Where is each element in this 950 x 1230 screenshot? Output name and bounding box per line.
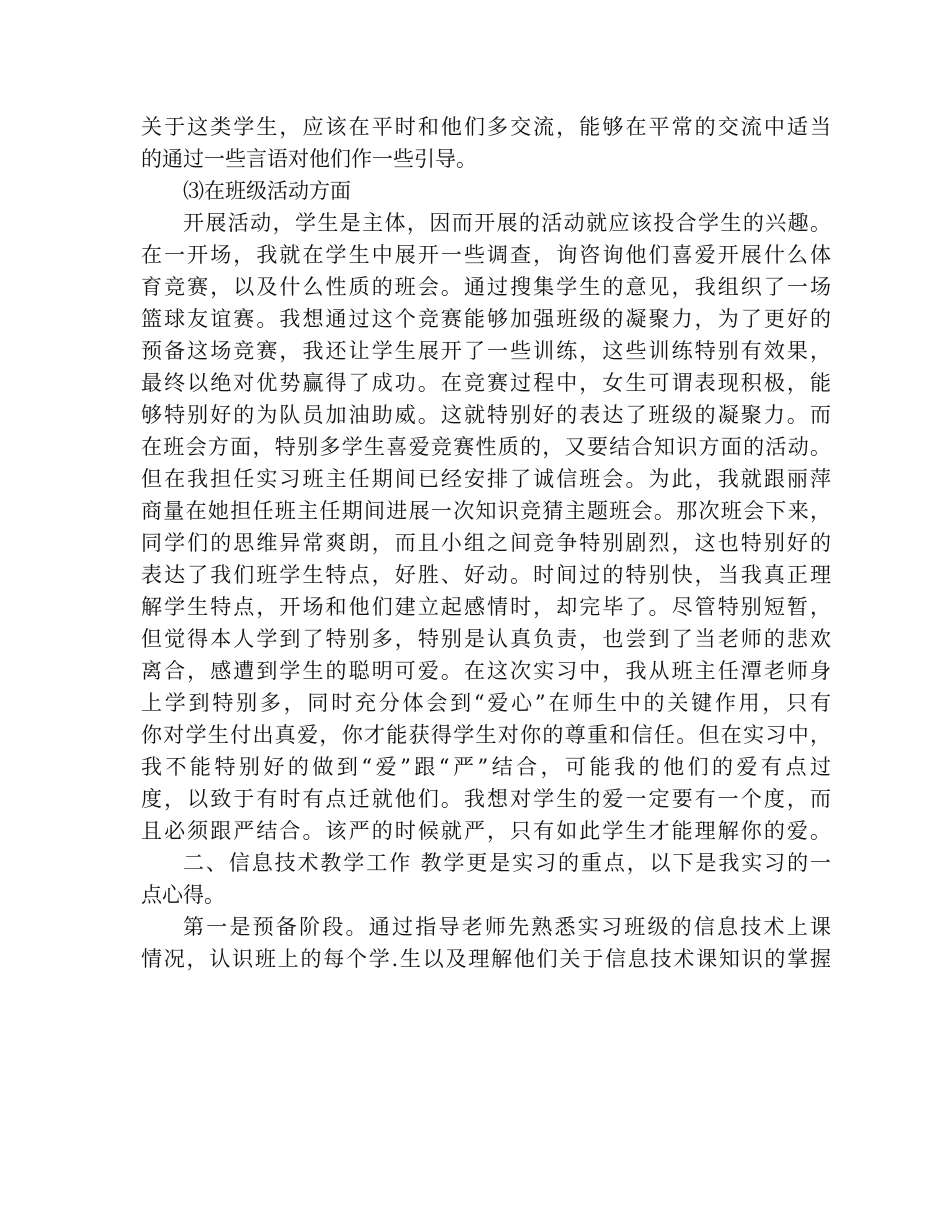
text-line-7: 篮球友谊赛。我想通过这个竞赛能够加强班级的凝聚力，为了更好的: [141, 307, 831, 331]
text-line-4: 开展活动，学生是主体，因而开展的活动就应该投合学生的兴趣。: [183, 211, 831, 235]
text-line-23: 且必须跟严结合。该严的时候就严，只有如此学生才能理解你的爱。: [141, 819, 831, 843]
text-line-17: 但觉得本人学到了特别多，特别是认真负责，也尝到了当老师的悲欢: [141, 627, 831, 651]
text-line-15: 表达了我们班学生特点，好胜、好动。时间过的特别快，当我真正理: [141, 563, 831, 587]
text-line-6: 育竞赛，以及什么性质的班会。通过搜集学生的意见，我组织了一场: [141, 275, 831, 299]
text-line-19: 上学到特别多，同时充分体会到“爱心”在师生中的关键作用，只有: [141, 691, 831, 715]
text-line-21: 我不能特别好的做到“爱”跟“严”结合，可能我的他们的爱有点过: [141, 755, 831, 779]
text-line-25: 点心得。: [141, 883, 225, 907]
text-line-26: 第一是预备阶段。通过指导老师先熟悉实习班级的信息技术上课: [183, 915, 831, 939]
body-text: [141, 111, 831, 975]
text-line-27: 情况，认识班上的每个学.生以及理解他们关于信息技术课知识的掌握: [141, 947, 831, 971]
subheading-class-activities: ⑶在班级活动方面: [183, 179, 351, 203]
text-line-16: 解学生特点，开场和他们建立起感情时，却完毕了。尽管特别短暂，: [141, 595, 831, 619]
text-line-2: 的通过一些言语对他们作一些引导。: [141, 147, 477, 171]
text-line-1: 关于这类学生，应该在平时和他们多交流，能够在平常的交流中适当: [141, 115, 831, 139]
text-line-5: 在一开场，我就在学生中展开一些调查，询咨询他们喜爱开展什么体: [141, 243, 831, 267]
text-line-11: 在班会方面，特别多学生喜爱竞赛性质的，又要结合知识方面的活动。: [141, 435, 831, 459]
text-line-12: 但在我担任实习班主任期间已经安排了诚信班会。为此，我就跟丽萍: [141, 467, 831, 491]
text-line-18: 离合，感遭到学生的聪明可爱。在这次实习中，我从班主任潭老师身: [141, 659, 831, 683]
text-line-10: 够特别好的为队员加油助威。这就特别好的表达了班级的凝聚力。而: [141, 403, 831, 427]
text-line-8: 预备这场竞赛，我还让学生展开了一些训练，这些训练特别有效果，: [141, 339, 831, 363]
text-line-22: 度，以致于有时有点迁就他们。我想对学生的爱一定要有一个度，而: [141, 787, 831, 811]
text-line-9: 最终以绝对优势赢得了成功。在竞赛过程中，女生可谓表现积极，能: [141, 371, 831, 395]
text-line-20: 你对学生付出真爱，你才能获得学生对你的尊重和信任。但在实习中，: [141, 723, 831, 747]
text-line-14: 同学们的思维异常爽朗，而且小组之间竞争特别剧烈，这也特别好的: [141, 531, 831, 555]
text-line-13: 商量在她担任班主任期间进展一次知识竞猜主题班会。那次班会下来，: [141, 499, 831, 523]
section-heading-it-teaching: 二、信息技术教学工作 教学更是实习的重点，以下是我实习的一: [183, 851, 831, 875]
